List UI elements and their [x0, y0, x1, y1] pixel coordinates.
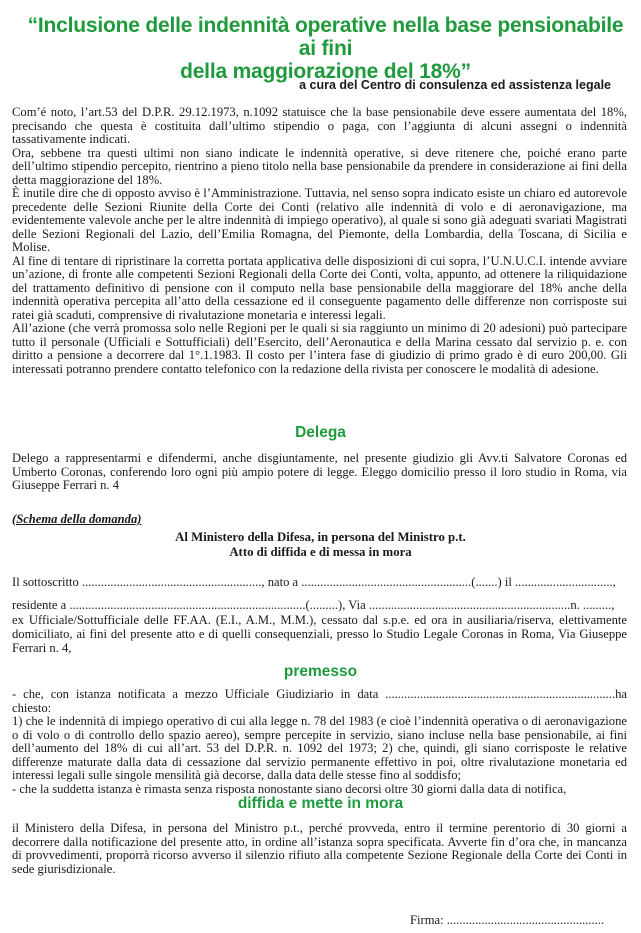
- addressee-block: [0, 530, 641, 560]
- form-line-residente: residente a ...........................................................................(.........), Via ................................................................n. .........,: [12, 598, 615, 612]
- form-line-ex-ufficiale: ex Ufficiale/Sottufficiale delle FF.AA. (E.I., A.M., M.M.), cessato dal s.p.e. ed ora in ausiliaria/riserva, elettivamente domiciliato, ai fini del presente atto e di quelli consequenziali, presso lo Studio Legale Coronas in Roma, Via Giuseppe Ferrari n. 4,: [12, 612, 627, 655]
- addressee-line-2: Atto di diffida e di messa in mora: [229, 545, 412, 559]
- title-line-2: della maggiorazione del 18%”: [180, 60, 471, 83]
- intro-paragraph-2: Ora, sebbene tra questi ultimi non siano indicate le indennità operative, si deve ritenere che, poiché erano parte dell’ultimo stipendio percepito, rientrino a pieno titolo nella base pensionabile da prendere in considerazione ai fini della detta maggiorazione del 18%.: [12, 145, 627, 187]
- intro-paragraph-5: All’azione (che verrà promossa solo nelle Regioni per le quali si sia raggiunto un minimo di 20 adesioni) può partecipare tutto il personale (Ufficiali e Sottufficiali) dell’Esercito, dell’Aeronautica e della Marina cessato dal servizio p. e. con diritto a pensione a decorrere dal 1°.1.1983. Il costo per l’intera fase di giudizio di primo grado è di euro 200,00. Gli interessati potranno prendere contatto telefonico con la redazione della rivista per conoscere le modalità di adesione.: [12, 321, 627, 376]
- delega-paragraph: Delego a rappresentarmi e difendermi, anche disgiuntamente, nel presente giudizio gli Avv.ti Salvatore Coronas ed Umberto Coronas, conferendo loro ogni più ampio potere di legge. Eleggo domicilio presso il loro studio in Roma, via Giuseppe Ferrari n. 4: [12, 451, 627, 492]
- signature-line: Firma: ..................................................: [410, 913, 605, 927]
- intro-paragraph-1: Com’é noto, l’art.53 del D.P.R. 29.12.1973, n.1092 statuisce che la base pensionabile deve essere aumentata del 18%, precisando che questa è costituita dall’ultimo stipendio o paga, con l’aggiunta di alcuni assegni o indennità tassativamente indicati.: [12, 105, 627, 146]
- intro-paragraph-4: Al fine di tentare di ripristinare la corretta portata applicativa delle disposizioni di cui sopra, l’U.N.U.C.I. intende avviare un’azione, di fronte alle competenti Sezioni Regionali della Corte dei Conti, volta, appunto, ad ottenere la riliquidazione del trattamento definitivo di pensione con il computo nella base pensionabile della maggiorare del 18% anche della indennità operativa percepita all’atto della cessazione ed il conseguente pagamento delle differenze non corrisposte sui ratei già scaduti, comprensive di rivalutazione monetaria e interessi legali.: [12, 253, 627, 322]
- premesso-line-1: - che, con istanza notificata a mezzo Ufficiale Giudiziario in data .........................................................................ha chiesto:: [12, 687, 627, 715]
- delega-text: [12, 452, 627, 493]
- article-title: [20, 14, 631, 83]
- intro-text: [12, 106, 627, 376]
- premesso-text: [12, 688, 627, 796]
- premesso-heading: premesso: [283, 663, 358, 680]
- intro-paragraph-3: È inutile dire che di opposto avviso è l’Amministrazione. Tuttavia, nel senso sopra indicato esiste un chiaro ed autorevole precedente delle Sezioni Riunite della Corte dei Conti (relativo alle indennità di volo e di aeronavigazione, ma evidentemente valevole anche per le altre indennità di impiego operativo), al quale si sono già adeguati svariati Magistrati delle Sezioni Regionali del Lazio, dell’Emilia Romagna, del Piemonte, della Lombardia, della Toscana, di Sicilia e Molise.: [12, 186, 627, 254]
- form-fields: [12, 574, 627, 655]
- byline: a cura del Centro di consulenza ed assistenza legale: [299, 78, 611, 92]
- delega-heading: Delega: [295, 424, 346, 441]
- diffida-heading: diffida e mette in mora: [237, 795, 404, 812]
- form-line-sottoscritto: Il sottoscritto ........................................................., nato a ......................................................(.......) il ...............................,: [12, 575, 616, 589]
- diffida-paragraph: il Ministero della Difesa, in persona del Ministro p.t., perché provveda, entro il termine perentorio di 30 giorni a decorrere dalla notificazione del presente atto, in ordine all’istanza sopra specificata. Avverte fin d’ora che, in mancanza di provvedimenti, proporrà ricorso avverso il silenzio rifiuto alla competente Sezione Regionale della Corte dei Conti in sede giurisdizionale.: [12, 821, 627, 876]
- schema-label: (Schema della domanda): [12, 512, 142, 526]
- title-line-1: “Inclusione delle indennità operative nella base pensionabile ai fini: [27, 14, 624, 60]
- premesso-paragraph: 1) che le indennità di impiego operativo di cui alla legge n. 78 del 1983 (e cioè l’indennità operativa o di aeronavigazione o di volo o di controllo dello spazio aereo), sempre percepite in servizio, siano incluse nella base pensionabile, ai fini dell’aumento del 18% di cui all’art. 53 del D.P.R. n. 1092 del 1973; 2) che, quindi, gli siano corrisposte le relative differenze maturate dalla data di cessazione dal servizio permanente effettivo in poi, oltre rivalutazione monetaria ed interessi legali sulle singole mensilità già decorse, dalla data delle stesse fino al soddisfo;: [12, 714, 627, 782]
- premesso-line-last: - che la suddetta istanza è rimasta senza risposta nonostante siano decorsi oltre 30 giorni dalla data di notifica,: [12, 781, 567, 796]
- addressee-line-1: Al Ministero della Difesa, in persona del Ministro p.t.: [175, 530, 466, 544]
- diffida-text: [12, 822, 627, 876]
